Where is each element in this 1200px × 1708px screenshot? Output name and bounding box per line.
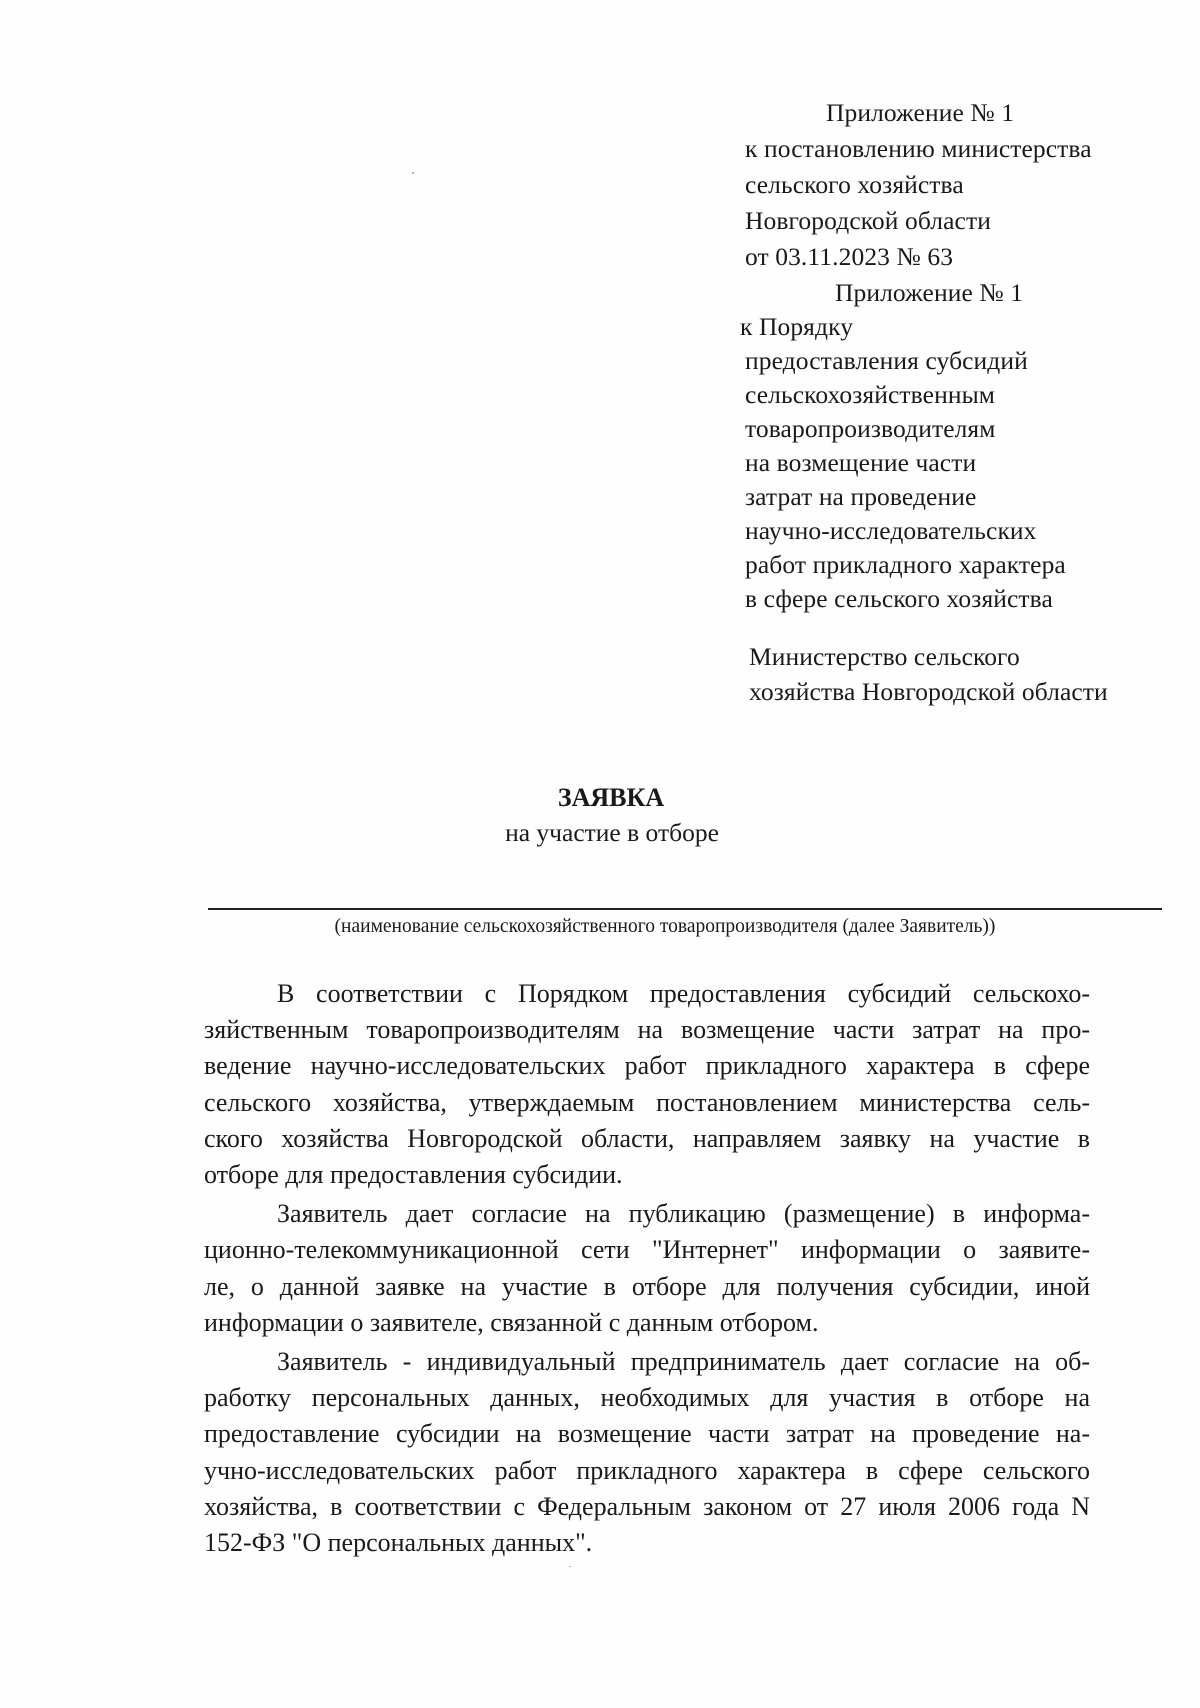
appendix-2-line: затрат на проведение: [745, 482, 977, 511]
application-body: [204, 976, 1090, 1561]
appendix-2-line: на возмещение части: [745, 448, 977, 477]
body-line: сельского хозяйства, утверждаемым постановлением министерства сель-: [204, 1087, 1090, 1117]
appendix-1-line: Новгородской области: [745, 206, 991, 235]
document-subtitle: на участие в отборе: [505, 818, 719, 847]
body-paragraph: [204, 1344, 1090, 1561]
body-line: хозяйства, в соответствии с Федеральным законом от 27 июля 2006 года N: [204, 1491, 1090, 1521]
appendix-2-line: товаропроизводителям: [745, 414, 996, 443]
appendix-2-line: предоставления субсидий: [745, 346, 1028, 375]
appendix-2-line: в сфере сельского хозяйства: [745, 584, 1053, 613]
body-line: ского хозяйства Новгородской области, направляем заявку на участие в: [204, 1123, 1090, 1153]
appendix-1-line: к постановлению министерства: [745, 134, 1092, 163]
applicant-name-blank-line: [208, 908, 1162, 910]
applicant-name-caption: (наименование сельскохозяйственного товаропроизводителя (далее Заявитель)): [334, 916, 996, 937]
appendix-2-line: научно-исследовательских: [745, 516, 1037, 545]
scan-speck: [569, 1566, 571, 1567]
body-line: информации о заявителе, связанной с данным отбором.: [204, 1307, 819, 1337]
body-line: ведение научно-исследовательских работ прикладного характера в сфере: [204, 1051, 1090, 1081]
appendix-2-title: Приложение № 1: [835, 278, 1024, 307]
recipient-line: Министерство сельского: [749, 642, 1020, 671]
body-paragraph: [204, 976, 1090, 1193]
body-line: 152-ФЗ "О персональных данных".: [204, 1528, 593, 1558]
scan-speck: [412, 172, 414, 174]
body-line: предоставление субсидии на возмещение части затрат на проведение на-: [204, 1419, 1090, 1449]
body-line: Заявитель - индивидуальный предприниматель дает согласие на об-: [277, 1347, 1090, 1377]
body-line: ционно-телекоммуникационной сети "Интернет" информации о заявите-: [204, 1235, 1090, 1265]
appendix-1-title: Приложение № 1: [826, 98, 1015, 127]
body-line: зяйственным товаропроизводителям на возмещение части затрат на про-: [204, 1015, 1090, 1045]
appendix-1-date-line: от 03.11.2023 № 63: [745, 242, 954, 271]
appendix-2-line: к Порядку: [740, 312, 854, 341]
body-line: работку персональных данных, необходимых для участия в отборе на: [204, 1383, 1090, 1413]
body-line: В соответствии с Порядком предоставления субсидий сельскохо-: [277, 979, 1090, 1008]
appendix-2-line: работ прикладного характера: [745, 550, 1066, 579]
appendix-2-line: сельскохозяйственным: [745, 380, 996, 409]
document-title: ЗАЯВКА: [557, 783, 665, 812]
body-line: отборе для предоставления субсидии.: [204, 1160, 623, 1190]
body-paragraph: [204, 1196, 1090, 1341]
body-line: ле, о данной заявке на участие в отборе для получения субсидии, иной: [204, 1271, 1090, 1301]
appendix-1-line: сельского хозяйства: [745, 170, 964, 199]
recipient-line: хозяйства Новгородской области: [749, 677, 1108, 706]
body-line: учно-исследовательских работ прикладного характера в сфере сельского: [204, 1455, 1090, 1485]
body-line: Заявитель дает согласие на публикацию (размещение) в информа-: [277, 1199, 1090, 1229]
